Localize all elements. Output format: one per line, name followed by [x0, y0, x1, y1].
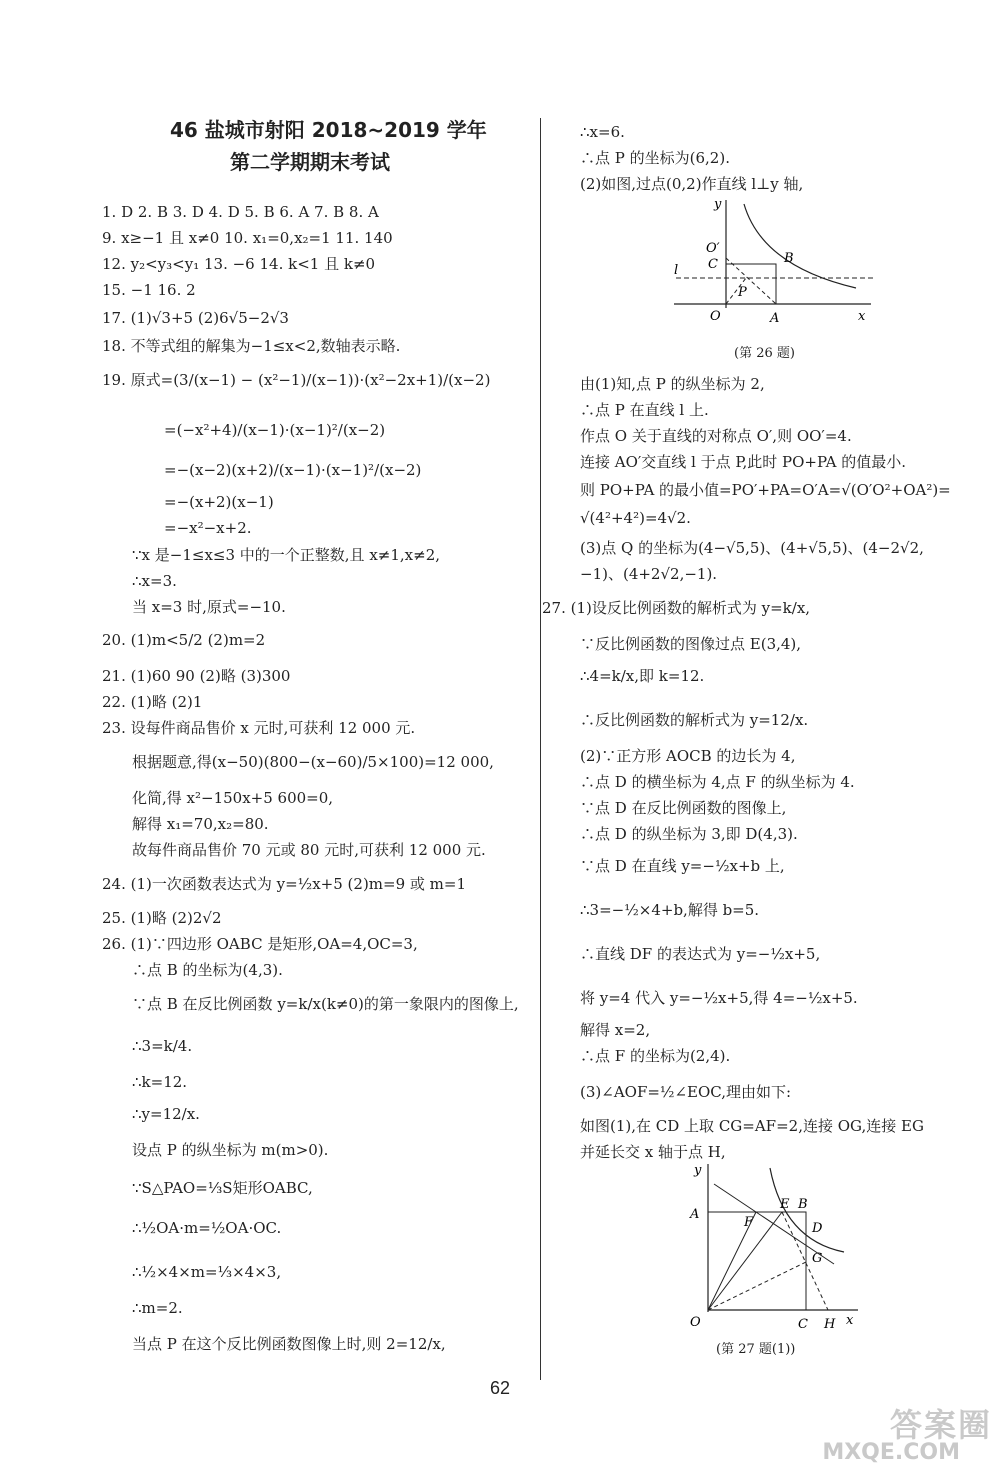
fig27-label: F — [744, 1215, 754, 1230]
answer-line: ∴直线 DF 的表达式为 y=−½x+5, — [580, 945, 821, 963]
answer-line: (3)∠AOF=½∠EOC,理由如下: — [580, 1083, 792, 1101]
fig27-label: C — [798, 1317, 808, 1332]
answer-line: 27. (1)设反比例函数的解析式为 y=k/x, — [542, 599, 811, 617]
answer-line: 19. 原式=(3/(x−1) − (x²−1)/(x−1))·(x²−2x+1)/(x−2) — [102, 371, 491, 389]
answer-line: ∴3=k/4. — [132, 1037, 193, 1055]
fig26-label: B — [784, 251, 794, 266]
answer-line: 化简,得 x²−150x+5 600=0, — [132, 789, 334, 807]
answer-line: ∴点 D 的纵坐标为 3,即 D(4,3). — [580, 825, 798, 843]
answer-line: (3)点 Q 的坐标为(4−√5,5)、(4+√5,5)、(4−2√2, — [580, 539, 924, 557]
answer-line: ∴点 F 的坐标为(2,4). — [580, 1047, 731, 1065]
answer-line: 23. 设每件商品售价 x 元时,可获利 12 000 元. — [102, 719, 416, 737]
figure-26-caption: (第 26 题) — [734, 346, 795, 361]
answer-line: ∴m=2. — [132, 1299, 183, 1317]
answer-line: 15. −1 16. 2 — [102, 281, 196, 299]
answer-line: 设点 P 的纵坐标为 m(m>0). — [132, 1141, 329, 1159]
answer-line: ∴4=k/x,即 k=12. — [580, 667, 705, 685]
answer-line: √(4²+4²)=4√2. — [580, 509, 691, 527]
answer-line: ∴点 P 的坐标为(6,2). — [580, 149, 730, 167]
fig27-label: D — [812, 1221, 823, 1236]
figure-27 — [684, 1160, 864, 1336]
answer-line: ∴k=12. — [132, 1073, 188, 1091]
answer-line: ∴点 D 的横坐标为 4,点 F 的纵坐标为 4. — [580, 773, 855, 791]
answer-line: 作点 O 关于直线的对称点 O′,则 OO′=4. — [580, 427, 852, 445]
fig27-label: O — [690, 1315, 701, 1330]
answer-line: ∴y=12/x. — [132, 1105, 200, 1123]
answer-line: ∴x=6. — [580, 123, 625, 141]
fig27-label: x — [846, 1313, 854, 1328]
figure-27-caption: (第 27 题(1)) — [716, 1342, 796, 1357]
answer-line: ∵反比例函数的图像过点 E(3,4), — [580, 635, 802, 653]
answer-line: 当点 P 在这个反比例函数图像上时,则 2=12/x, — [132, 1335, 446, 1353]
page-title-line2: 第二学期期末考试 — [230, 150, 390, 174]
answer-line: 1. D 2. B 3. D 4. D 5. B 6. A 7. B 8. A — [102, 203, 379, 221]
answer-line: 故每件商品售价 70 元或 80 元时,可获利 12 000 元. — [132, 841, 486, 859]
answer-line: ∴点 P 在直线 l 上. — [580, 401, 709, 419]
answer-line: 24. (1)一次函数表达式为 y=½x+5 (2)m=9 或 m=1 — [102, 875, 467, 893]
answer-line: ∵点 D 在直线 y=−½x+b 上, — [580, 857, 785, 875]
fig26-label: O′ — [706, 241, 720, 256]
fig26-label: P — [738, 285, 747, 300]
fig27-label: y — [694, 1163, 702, 1178]
figure-26 — [666, 196, 886, 346]
fig26-label: C — [708, 257, 718, 272]
answer-line: ∵点 D 在反比例函数的图像上, — [580, 799, 787, 817]
fig27-label: E — [780, 1197, 790, 1212]
answer-line: ∴x=3. — [132, 572, 177, 590]
answer-line: 21. (1)60 90 (2)略 (3)300 — [102, 667, 291, 685]
answer-line: 18. 不等式组的解集为−1≤x<2,数轴表示略. — [102, 337, 401, 355]
watermark-logo: 答案圈 — [889, 1406, 992, 1444]
answer-line: (2)如图,过点(0,2)作直线 l⊥y 轴, — [580, 175, 804, 193]
answer-line: ∴½×4×m=⅓×4×3, — [132, 1263, 282, 1281]
fig27-label: A — [690, 1207, 700, 1222]
answer-line: 22. (1)略 (2)1 — [102, 693, 203, 711]
page-number: 62 — [489, 1378, 511, 1398]
watermark-url: MXQE.COM — [822, 1440, 960, 1465]
answer-line: 根据题意,得(x−50)(800−(x−60)/5×100)=12 000, — [132, 753, 494, 771]
fig26-label: y — [714, 197, 722, 212]
answer-line: 解得 x=2, — [580, 1021, 651, 1039]
answer-line: 20. (1)m<5/2 (2)m=2 — [102, 631, 266, 649]
fig27-label: H — [824, 1317, 836, 1332]
answer-line: (2)∵正方形 AOCB 的边长为 4, — [580, 747, 796, 765]
fig26-label: l — [674, 263, 679, 278]
fig26-label: O — [710, 309, 721, 324]
answer-line: 25. (1)略 (2)2√2 — [102, 909, 222, 927]
answer-line: ∵S△PAO=⅓S矩形OABC, — [132, 1179, 313, 1197]
answer-line: 则 PO+PA 的最小值=PO′+PA=O′A=√(O′O²+OA²)= — [580, 481, 951, 499]
answer-line: =−(x−2)(x+2)/(x−1)·(x−1)²/(x−2) — [164, 461, 422, 479]
answer-line: 17. (1)√3+5 (2)6√5−2√3 — [102, 309, 289, 327]
fig26-label: x — [858, 309, 866, 324]
fig26-label: A — [770, 311, 780, 326]
answer-line: =−(x+2)(x−1) — [164, 493, 274, 511]
column-divider — [540, 118, 541, 1380]
fig27-label: G — [812, 1251, 823, 1266]
answer-line: 解得 x₁=70,x₂=80. — [132, 815, 269, 833]
answer-line: 9. x≥−1 且 x≠0 10. x₁=0,x₂=1 11. 140 — [102, 229, 393, 247]
answer-line: 并延长交 x 轴于点 H, — [580, 1143, 726, 1161]
page-title-line1: 46 盐城市射阳 2018~2019 学年 — [170, 118, 487, 142]
answer-line: ∴点 B 的坐标为(4,3). — [132, 961, 283, 979]
answer-line: ∴½OA·m=½OA·OC. — [132, 1219, 282, 1237]
answer-line: 连接 AO′交直线 l 于点 P,此时 PO+PA 的值最小. — [580, 453, 907, 471]
answer-line: ∵x 是−1≤x≤3 中的一个正整数,且 x≠1,x≠2, — [132, 546, 441, 564]
answer-line: =−x²−x+2. — [164, 519, 252, 537]
answer-line: 12. y₂<y₃<y₁ 13. −6 14. k<1 且 k≠0 — [102, 255, 376, 273]
answer-line: ∴3=−½×4+b,解得 b=5. — [580, 901, 760, 919]
answer-line: 26. (1)∵四边形 OABC 是矩形,OA=4,OC=3, — [102, 935, 418, 953]
fig27-label: B — [798, 1197, 808, 1212]
answer-line: ∴反比例函数的解析式为 y=12/x. — [580, 711, 809, 729]
answer-line: 如图(1),在 CD 上取 CG=AF=2,连接 OG,连接 EG — [580, 1117, 924, 1135]
answer-line: 由(1)知,点 P 的纵坐标为 2, — [580, 375, 765, 393]
answer-line: 当 x=3 时,原式=−10. — [132, 598, 286, 616]
answer-line: 将 y=4 代入 y=−½x+5,得 4=−½x+5. — [580, 989, 858, 1007]
answer-line: ∵点 B 在反比例函数 y=k/x(k≠0)的第一象限内的图像上, — [132, 995, 519, 1013]
answer-line: =(−x²+4)/(x−1)·(x−1)²/(x−2) — [164, 421, 386, 439]
answer-line: −1)、(4+2√2,−1). — [580, 565, 718, 583]
